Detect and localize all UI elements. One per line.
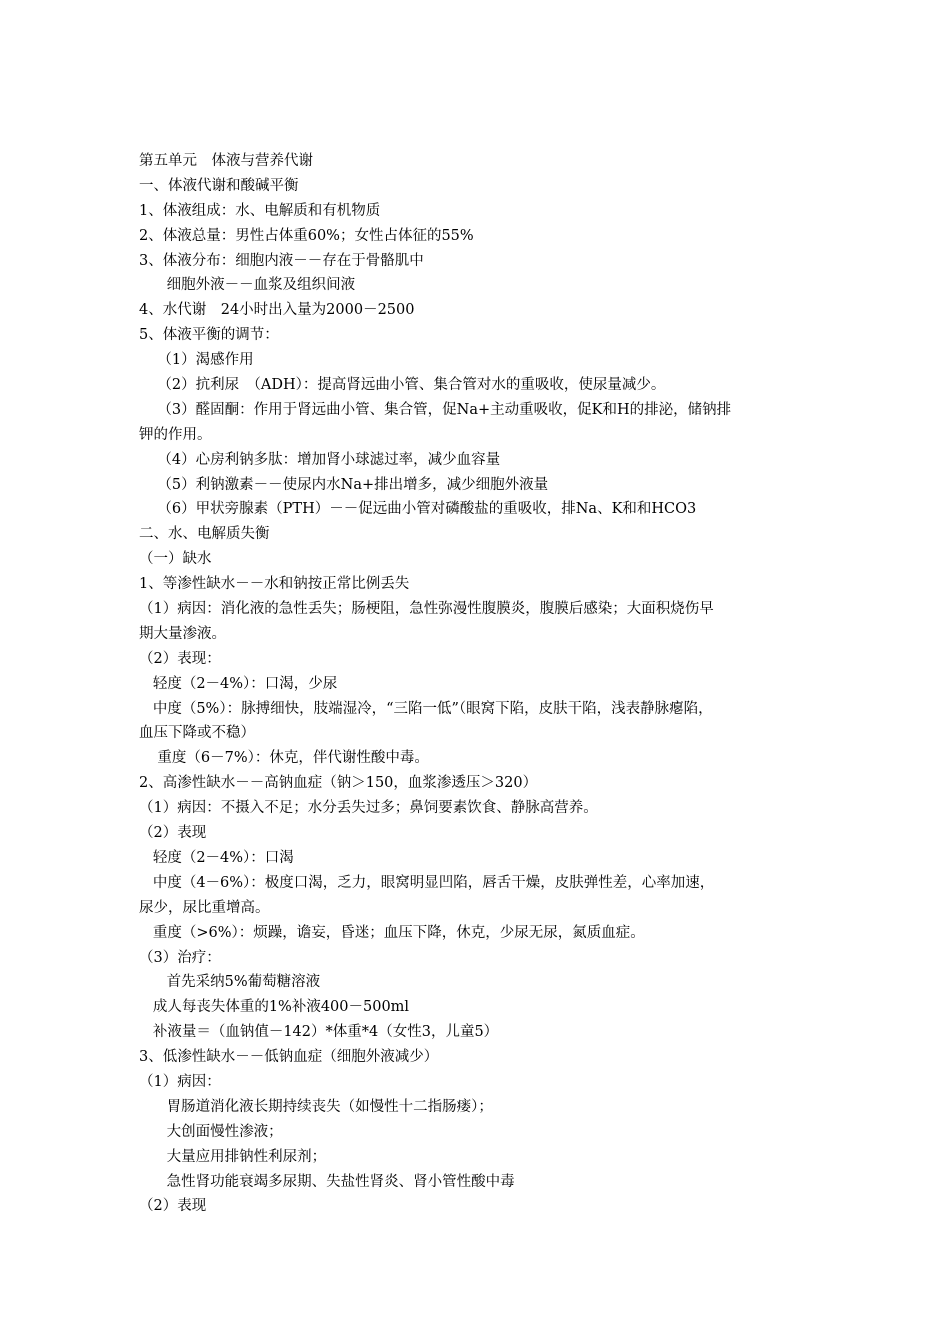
text-line: 轻度（2－4%）：口渴 (139, 849, 294, 866)
text-line: 补液量＝（血钠值－142）*体重*4（女性3，儿童5） (139, 1024, 499, 1041)
text-line: 期大量渗液。 (139, 625, 226, 642)
text-line: 4、水代谢 24小时出入量为2000－2500 (139, 302, 415, 319)
text-line: 3、体液分布：细胞内液－－存在于骨骼肌中 (139, 252, 424, 269)
text-line: 首先采纳5%葡萄糖溶液 (139, 974, 321, 991)
section-heading: 二、水、电解质失衡 (139, 526, 270, 543)
text-line: （1）病因： (139, 1073, 221, 1090)
section-heading: 一、体液代谢和酸碱平衡 (139, 177, 299, 194)
text-line: （3）醛固酮：作用于肾远曲小管、集合管，促Na+主动重吸收，促K和H的排泌，储钠排 (139, 401, 732, 418)
text-line: 成人每丧失体重的1%补液400－500ml (139, 999, 410, 1016)
text-line: 1、等渗性缺水－－水和钠按正常比例丢失 (139, 576, 410, 593)
text-line: 中度（5%）：脉搏细快，肢端湿冷，“三陷一低”（眼窝下陷，皮肤干陷，浅表静脉瘪陷， (139, 700, 713, 717)
text-line: 胃肠道消化液长期持续丧失（如慢性十二指肠瘘）； (139, 1098, 493, 1115)
subsection-heading: （一）缺水 (139, 551, 212, 568)
text-line: （1）渴感作用 (139, 352, 254, 369)
text-line: 5、体液平衡的调节： (139, 327, 279, 344)
text-line: （5）利钠激素－－使尿内水Na+排出增多，减少细胞外液量 (139, 476, 549, 493)
text-line: 大创面慢性渗液； (139, 1123, 283, 1140)
text-line: （1）病因：不摄入不足；水分丢失过多；鼻饲要素饮食、静脉高营养。 (139, 800, 598, 817)
text-line: 重度（>6%）：烦躁，谵妄，昏迷；血压下降，休克，少尿无尿，氮质血症。 (139, 924, 645, 941)
text-line: 血压下降或不稳） (139, 725, 255, 742)
text-line: （2）抗利尿 （ADH）：提高肾远曲小管、集合管对水的重吸收，使尿量减少。 (139, 377, 666, 394)
text-line: （3）治疗： (139, 949, 221, 966)
text-line: （6）甲状旁腺素（PTH）－－促远曲小管对磷酸盐的重吸收，排Na、K和和HCO3 (139, 501, 697, 518)
document-body (139, 149, 819, 1219)
text-line: （4）心房利钠多肽：增加肾小球滤过率，减少血容量 (139, 451, 501, 468)
text-line: 中度（4－6%）：极度口渴，乏力，眼窝明显凹陷，唇舌干燥，皮肤弹性差，心率加速， (139, 874, 715, 891)
text-line: 细胞外液－－血浆及组织间液 (139, 277, 356, 294)
text-line: 钾的作用。 (139, 426, 212, 443)
text-line: 1、体液组成：水、电解质和有机物质 (139, 202, 381, 219)
text-line: 尿少，尿比重增高。 (139, 899, 270, 916)
text-line: 重度（6－7%）：休克，伴代谢性酸中毒。 (139, 750, 429, 767)
text-line: （2）表现 (139, 825, 207, 842)
text-line: 轻度（2－4%）：口渴，少尿 (139, 675, 338, 692)
text-line: 2、高渗性缺水－－高钠血症（钠＞150，血浆渗透压＞320） (139, 775, 538, 792)
text-line: 急性肾功能衰竭多尿期、失盐性肾炎、肾小管性酸中毒 (139, 1173, 515, 1190)
text-line: （2）表现： (139, 650, 221, 667)
chapter-title: 第五单元 体液与营养代谢 (139, 153, 313, 169)
text-line: 3、低渗性缺水－－低钠血症（细胞外液减少） (139, 1049, 439, 1066)
text-line: 2、体液总量：男性占体重60%；女性占体征的55% (139, 227, 474, 244)
text-line: 大量应用排钠性利尿剂； (139, 1148, 327, 1165)
text-line: （1）病因：消化液的急性丢失；肠梗阻，急性弥漫性腹膜炎，腹膜后感染；大面积烧伤早 (139, 601, 714, 618)
text-line: （2）表现 (139, 1198, 207, 1215)
